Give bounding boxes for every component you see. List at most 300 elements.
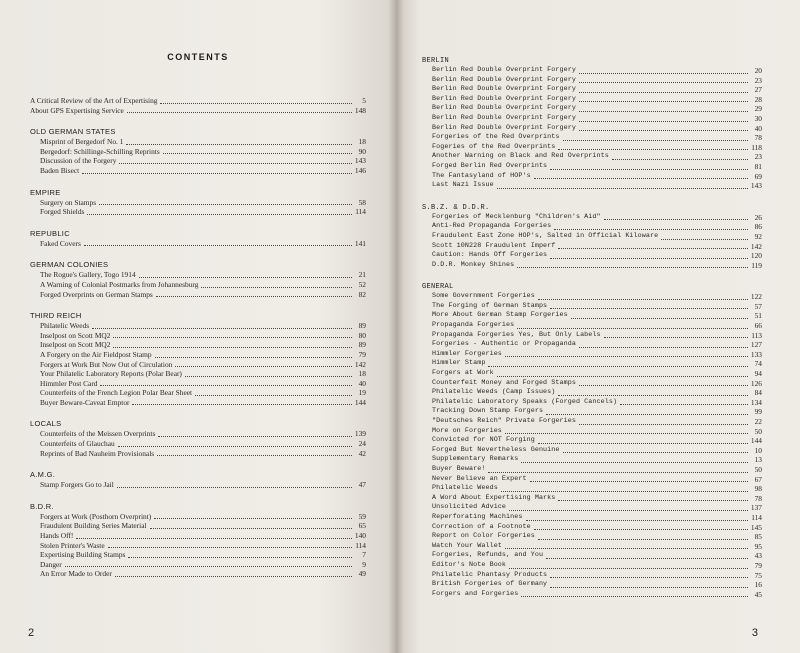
entry-page-number: 82 xyxy=(358,289,366,299)
entry-page-number: 127 xyxy=(750,340,762,350)
dot-leader xyxy=(579,96,748,102)
entry-page-number: 113 xyxy=(751,330,762,340)
entry-title: Berlin Red Double Overprint Forgery xyxy=(432,94,576,103)
entry-title: Caution: Hands Off Forgeries xyxy=(432,251,548,260)
entry-title: An Error Made to Order xyxy=(40,569,112,579)
section-heading: OLD GERMAN STATES xyxy=(30,127,116,137)
toc-entry xyxy=(422,114,762,124)
toc-entry xyxy=(30,480,366,490)
entry-title: Forgers at Work But Now Out of Circulation xyxy=(40,359,173,369)
entry-page-number: 43 xyxy=(754,551,762,561)
entry-title: Some Government Forgeries xyxy=(432,292,535,301)
entry-title: Never Believe an Expert xyxy=(432,474,527,483)
toc-entry xyxy=(30,340,366,350)
dot-leader xyxy=(558,495,748,501)
entry-page-number: 75 xyxy=(754,570,762,580)
section-heading: GENERAL xyxy=(422,283,454,292)
entry-page-number: 78 xyxy=(754,493,762,503)
entry-page-number: 118 xyxy=(751,142,762,152)
toc-entry xyxy=(422,66,762,76)
entry-page-number: 59 xyxy=(358,511,366,521)
entry-page-number: 20 xyxy=(754,66,762,75)
entry-title: Forgeries - Authentic or Propaganda xyxy=(432,340,576,349)
toc-entry xyxy=(422,133,762,143)
entry-title: A Word About Expertising Marks xyxy=(432,493,556,502)
entry-title: Expertising Building Stamps xyxy=(40,550,126,560)
dot-leader xyxy=(185,371,352,377)
entry-title: Inselpost on Scott MQ2 xyxy=(40,340,111,350)
dot-leader xyxy=(160,98,352,104)
entry-title: Counterfeits of the French Legion Polar Bear Sheet xyxy=(40,388,193,398)
entry-title: Buyer Beware! xyxy=(432,464,486,473)
entry-title: Bergedorf: Schillinge-Schilling Reprints xyxy=(40,146,160,156)
dot-leader xyxy=(558,390,748,396)
entry-page-number: 45 xyxy=(754,589,762,599)
toc-entry xyxy=(422,95,762,105)
entry-title: Forgeries, Refunds, and You xyxy=(432,551,544,560)
toc-entry xyxy=(30,531,366,541)
dot-leader xyxy=(517,323,748,329)
dot-leader xyxy=(488,467,748,473)
toc-entry xyxy=(422,104,762,114)
dot-leader xyxy=(534,524,748,530)
dot-leader xyxy=(550,572,748,578)
entry-page-number: 144 xyxy=(750,436,762,446)
toc-entry xyxy=(422,302,762,312)
entry-title: Forgers at Work xyxy=(432,369,494,378)
dot-leader xyxy=(509,563,748,569)
section-heading: B.D.R. xyxy=(30,501,54,511)
entry-page-number: 66 xyxy=(754,321,762,331)
dot-leader xyxy=(579,68,748,74)
entry-title: A Forgery on the Air Fieldpost Stamp xyxy=(40,349,152,359)
dot-leader xyxy=(117,482,352,488)
dot-leader xyxy=(546,409,748,415)
toc-entry xyxy=(30,156,366,166)
toc-entry xyxy=(422,484,762,494)
entry-title: Forgeries of the Red Overprints xyxy=(432,133,560,142)
entry-title: Fraudulent Building Series Material xyxy=(40,521,147,531)
right-toc-column xyxy=(422,56,762,611)
dot-leader xyxy=(563,135,748,141)
entry-page-number: 142 xyxy=(750,241,762,251)
toc-entry xyxy=(30,166,366,176)
entry-page-number: 98 xyxy=(754,484,762,494)
dot-leader xyxy=(530,476,748,482)
section-heading: THIRD REICH xyxy=(30,311,82,321)
toc-entry xyxy=(422,465,762,475)
dot-leader xyxy=(550,164,748,170)
section-heading: GERMAN COLONIES xyxy=(30,260,109,270)
entry-title: Faked Covers xyxy=(40,238,81,248)
toc-entry xyxy=(422,427,762,437)
toc-entry xyxy=(422,143,762,153)
entry-page-number: 126 xyxy=(750,378,762,388)
toc-entry xyxy=(30,331,366,341)
entry-title: Surgery on Stamps xyxy=(40,197,97,207)
dot-leader xyxy=(534,173,748,179)
entry-page-number: 67 xyxy=(754,474,762,484)
toc-entry xyxy=(30,106,366,116)
dot-leader xyxy=(579,87,748,93)
dot-leader xyxy=(119,158,352,164)
left-page-number: 2 xyxy=(28,627,35,639)
entry-page-number: 142 xyxy=(354,359,366,369)
dot-leader xyxy=(113,342,352,348)
toc-entry xyxy=(30,290,366,300)
entry-page-number: 65 xyxy=(358,521,366,531)
dot-leader xyxy=(76,533,352,539)
toc-section xyxy=(30,311,366,407)
toc-entry xyxy=(422,242,762,252)
dot-leader xyxy=(157,450,352,456)
entry-title: Philatelic Weeds xyxy=(40,321,90,331)
section-heading: EMPIRE xyxy=(30,187,61,197)
dot-leader xyxy=(554,224,748,230)
section-heading: BERLIN xyxy=(422,57,450,65)
toc-entry xyxy=(30,388,366,398)
entry-title: Philatelic Weeds xyxy=(432,484,498,493)
entry-page-number: 78 xyxy=(754,133,762,143)
toc-entry xyxy=(30,350,366,360)
toc-section xyxy=(422,203,762,271)
dot-leader xyxy=(150,523,352,529)
entry-page-number: 18 xyxy=(358,369,366,379)
dot-leader xyxy=(156,291,352,297)
entry-page-number: 23 xyxy=(754,75,762,85)
dot-leader xyxy=(612,154,748,160)
toc-entry xyxy=(422,340,762,350)
dot-leader xyxy=(127,107,352,113)
dot-leader xyxy=(505,428,748,434)
toc-entry xyxy=(30,137,366,147)
dot-leader xyxy=(65,561,352,567)
entry-page-number: 22 xyxy=(754,417,762,426)
entry-title: Philatelic Phantasy Products xyxy=(432,570,548,579)
toc-entry xyxy=(30,569,366,579)
toc-entry xyxy=(422,398,762,408)
dot-leader xyxy=(128,552,352,558)
entry-title: A Warning of Colonial Postmarks from Johannesburg xyxy=(40,279,199,289)
toc-entry xyxy=(30,550,366,560)
dot-leader xyxy=(488,361,748,367)
entry-page-number: 30 xyxy=(754,113,762,123)
entry-title: Philatelic Weeds (Camp Issues) xyxy=(432,388,556,397)
entry-page-number: 95 xyxy=(754,541,762,551)
entry-page-number: 26 xyxy=(754,212,762,222)
dot-leader xyxy=(538,534,748,540)
entry-title: Discussion of the Forgery xyxy=(40,156,117,166)
toc-entry xyxy=(422,369,762,379)
entry-title: British Forgeries of Germany xyxy=(432,580,548,589)
dot-leader xyxy=(113,332,352,338)
toc-entry xyxy=(422,513,762,523)
entry-title: Scott 10N228 Fraudulent Imperf xyxy=(432,241,556,250)
toc-entry xyxy=(422,561,762,571)
toc-entry xyxy=(422,331,762,341)
entry-page-number: 79 xyxy=(358,349,366,359)
entry-page-number: 29 xyxy=(754,104,762,114)
entry-title: Tracking Down Stamp Forgers xyxy=(432,407,544,416)
entry-title: Reperforating Machines xyxy=(432,512,523,521)
toc-entry xyxy=(422,124,762,134)
entry-title: Counterfeit Money and Forged Stamps xyxy=(432,378,576,387)
entry-title: Berlin Red Double Overprint Forgery xyxy=(432,104,576,113)
dot-leader xyxy=(538,294,748,300)
entry-page-number: 89 xyxy=(358,321,366,331)
entry-page-number: 119 xyxy=(751,260,762,270)
entry-title: Your Philatelic Laboratory Reports (Polar Bear) xyxy=(40,369,182,379)
toc-section xyxy=(30,470,366,490)
dot-leader xyxy=(521,591,748,597)
toc-entry xyxy=(30,369,366,379)
dot-leader xyxy=(118,441,352,447)
toc-entry xyxy=(422,388,762,398)
toc-entry xyxy=(422,590,762,600)
entry-page-number: 81 xyxy=(754,161,762,171)
entry-page-number: 80 xyxy=(358,330,366,340)
entry-title: Editor's Note Book xyxy=(432,560,507,569)
entry-title: More on Forgeries xyxy=(432,426,502,435)
toc-entry xyxy=(422,162,762,172)
dot-leader xyxy=(550,303,748,309)
dot-leader xyxy=(82,168,352,174)
toc-entry xyxy=(422,455,762,465)
toc-entry xyxy=(422,261,762,271)
toc-entry xyxy=(422,181,762,191)
toc-entry xyxy=(422,292,762,302)
toc-entry xyxy=(422,580,762,590)
entry-page-number: 9 xyxy=(362,559,366,569)
entry-page-number: 148 xyxy=(354,105,366,115)
dot-leader xyxy=(579,380,748,386)
entry-title: Forgers at Work (Posthorn Overprint) xyxy=(40,511,152,521)
toc-entry xyxy=(422,172,762,182)
dot-leader xyxy=(505,543,748,549)
toc-entry xyxy=(422,232,762,242)
entry-title: Counterfeits of the Meissen Overprints xyxy=(40,429,156,439)
toc-entry xyxy=(422,152,762,162)
toc-entry xyxy=(422,350,762,360)
toc-entry xyxy=(422,359,762,369)
dot-leader xyxy=(497,371,748,377)
toc-entry xyxy=(422,523,762,533)
entry-page-number: 86 xyxy=(754,222,762,232)
dot-leader xyxy=(84,240,352,246)
dot-leader xyxy=(604,214,748,220)
entry-title: Forged Shields xyxy=(40,207,85,217)
toc-section xyxy=(30,188,366,217)
entry-page-number: 10 xyxy=(754,445,762,455)
entry-page-number: 21 xyxy=(358,270,366,280)
entry-title: Unsolicited Advice xyxy=(432,503,507,512)
entry-page-number: 134 xyxy=(750,397,762,407)
toc-entry xyxy=(30,449,366,459)
toc-section xyxy=(30,502,366,579)
entry-title: Propaganda Forgeries Yes, But Only Labels xyxy=(432,330,601,339)
dot-leader xyxy=(497,183,748,189)
toc-entry xyxy=(422,213,762,223)
entry-title: Forgeries of Mecklenburg "Children's Aid" xyxy=(432,212,601,221)
entry-title: Last Nazi Issue xyxy=(432,181,494,190)
entry-title: Himmler Stamp xyxy=(432,359,486,368)
dot-leader xyxy=(100,380,352,386)
entry-title: Fraudulent East Zone HOP's, Salted in Official Kiloware xyxy=(432,231,659,240)
entry-title: Forged But Nevertheless Genuine xyxy=(432,445,560,454)
toc-entry xyxy=(422,311,762,321)
dot-leader xyxy=(126,139,352,145)
dot-leader xyxy=(604,332,748,338)
entry-page-number: 50 xyxy=(754,426,762,436)
left-page xyxy=(0,0,396,653)
entry-page-number: 114 xyxy=(751,512,762,522)
entry-page-number: 144 xyxy=(354,397,366,407)
entry-page-number: 24 xyxy=(358,439,366,449)
entry-page-number: 114 xyxy=(355,207,366,217)
toc-section xyxy=(30,419,366,458)
entry-page-number: 120 xyxy=(750,251,762,261)
toc-entry xyxy=(30,512,366,522)
entry-title: The Rogue's Gallery, Togo 1914 xyxy=(40,270,136,280)
entry-title: Himmler Forgeries xyxy=(432,349,502,358)
book-gutter xyxy=(388,0,404,653)
entry-title: Supplementary Remarks xyxy=(432,455,519,464)
section-heading: LOCALS xyxy=(30,419,62,429)
entry-page-number: 50 xyxy=(754,464,762,474)
right-page xyxy=(396,0,800,653)
entry-page-number: 42 xyxy=(358,448,366,458)
entry-title: Berlin Red Double Overprint Forgery xyxy=(432,75,576,84)
dot-leader xyxy=(505,351,748,357)
entry-page-number: 141 xyxy=(354,238,366,248)
entry-title: Reprints of Bad Nauheim Provisionals xyxy=(40,448,155,458)
entry-title: The Forging of German Stamps xyxy=(432,301,548,310)
dot-leader xyxy=(201,282,352,288)
contents-title: CONTENTS xyxy=(167,52,229,62)
toc-entry xyxy=(422,475,762,485)
entry-page-number: 133 xyxy=(750,349,762,359)
entry-page-number: 27 xyxy=(754,85,762,95)
toc-section xyxy=(30,96,366,115)
dot-leader xyxy=(501,486,748,492)
dot-leader xyxy=(579,342,748,348)
entry-page-number: 19 xyxy=(358,388,366,398)
dot-leader xyxy=(99,199,352,205)
entry-title: Correction of a Footnote xyxy=(432,522,531,531)
entry-title: Berlin Red Double Overprint Forgery xyxy=(432,113,576,122)
entry-page-number: 7 xyxy=(362,550,366,560)
dot-leader xyxy=(132,399,352,405)
toc-entry xyxy=(422,436,762,446)
dot-leader xyxy=(108,542,352,548)
dot-leader xyxy=(579,106,748,112)
entry-title: Propaganda Forgeries xyxy=(432,321,515,330)
toc-entry xyxy=(422,542,762,552)
toc-entry xyxy=(30,560,366,570)
entry-title: Misprint of Bergedorf No. 1 xyxy=(40,137,124,147)
dot-leader xyxy=(558,243,748,249)
toc-section xyxy=(30,229,366,249)
entry-page-number: 52 xyxy=(358,279,366,289)
entry-title: About GPS Expertising Service xyxy=(30,105,124,115)
entry-page-number: 40 xyxy=(754,123,762,133)
entry-title: Forged Overprints on German Stamps xyxy=(40,289,153,299)
toc-entry xyxy=(30,198,366,208)
entry-page-number: 49 xyxy=(358,569,366,579)
toc-entry xyxy=(422,407,762,417)
entry-page-number: 13 xyxy=(754,455,762,465)
toc-entry xyxy=(422,532,762,542)
dot-leader xyxy=(509,505,748,511)
entry-title: Danger xyxy=(40,559,62,569)
entry-title: Berlin Red Double Overprint Forgery xyxy=(432,66,576,74)
toc-section xyxy=(30,260,366,299)
entry-title: Convicted for NOT Forging xyxy=(432,436,535,445)
entry-page-number: 143 xyxy=(354,156,366,166)
toc-entry xyxy=(30,521,366,531)
toc-entry xyxy=(422,494,762,504)
entry-title: D.D.R. Monkey Shines xyxy=(432,260,515,269)
toc-entry xyxy=(422,251,762,261)
dot-leader xyxy=(579,77,748,83)
dot-leader xyxy=(155,352,352,358)
entry-page-number: 74 xyxy=(754,359,762,369)
toc-entry xyxy=(30,280,366,290)
entry-page-number: 143 xyxy=(750,181,762,191)
toc-entry xyxy=(422,321,762,331)
entry-page-number: 92 xyxy=(754,231,762,241)
entry-title: Fogeries of the Red Overprints xyxy=(432,142,556,151)
entry-title: Philatelic Laboratory Speaks (Forged Cancels) xyxy=(432,397,618,406)
entry-title: Forged Berlin Red Overprints xyxy=(432,161,548,170)
entry-page-number: 84 xyxy=(754,388,762,398)
section-heading: A.M.G. xyxy=(30,470,56,480)
entry-page-number: 18 xyxy=(358,137,366,147)
entry-page-number: 139 xyxy=(354,429,366,439)
entry-title: Inselpost on Scott MQ2 xyxy=(40,330,111,340)
dot-leader xyxy=(571,313,748,319)
toc-entry xyxy=(422,222,762,232)
entry-page-number: 140 xyxy=(354,531,366,541)
entry-page-number: 85 xyxy=(754,532,762,542)
entry-page-number: 28 xyxy=(754,94,762,104)
dot-leader xyxy=(158,431,352,437)
toc-entry xyxy=(30,429,366,439)
dot-leader xyxy=(563,447,748,453)
dot-leader xyxy=(87,209,352,215)
entry-page-number: 69 xyxy=(754,171,762,181)
toc-entry xyxy=(422,417,762,427)
toc-entry xyxy=(30,321,366,331)
entry-title: Forgers and Forgeries xyxy=(432,589,519,598)
dot-leader xyxy=(163,148,352,154)
entry-title: Buyer Beware-Caveat Emptor xyxy=(40,397,130,407)
section-heading: S.B.Z. & D.D.R. xyxy=(422,203,490,212)
toc-entry xyxy=(422,503,762,513)
dot-leader xyxy=(661,234,748,240)
entry-title: More About German Stamp Forgeries xyxy=(432,311,568,320)
dot-leader xyxy=(521,457,748,463)
entry-page-number: 5 xyxy=(362,96,366,105)
entry-page-number: 40 xyxy=(358,378,366,388)
dot-leader xyxy=(154,513,352,519)
entry-page-number: 16 xyxy=(754,580,762,590)
entry-page-number: 47 xyxy=(358,480,366,490)
dot-leader xyxy=(579,125,748,131)
toc-section xyxy=(422,56,762,191)
dot-leader xyxy=(517,262,748,268)
entry-page-number: 23 xyxy=(754,152,762,162)
